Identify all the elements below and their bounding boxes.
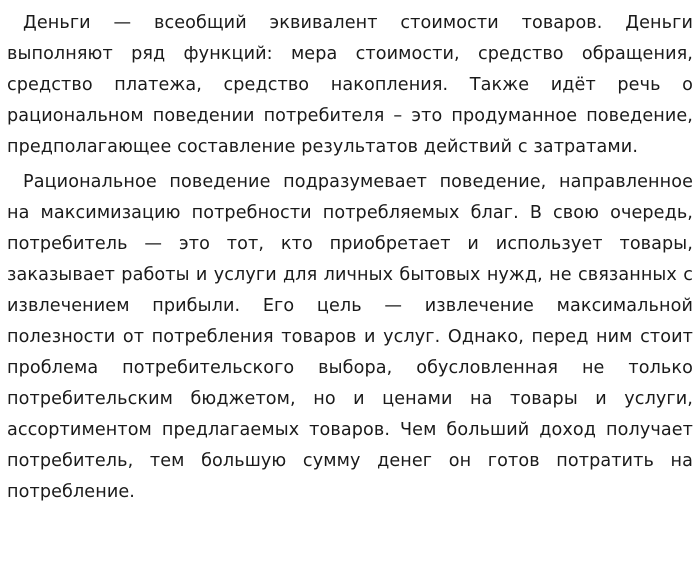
document-body xyxy=(7,8,693,508)
paragraph-money-functions: Деньги — всеобщий эквивалент стоимости товаров. Деньги выполняют ряд функций: мера стоимости, средство обращения, средство платежа, средство накопления. Также идёт речь о рациональном поведении потребителя – это продуманное поведение, предполагающее составление результатов действий с затратами. xyxy=(7,13,693,157)
paragraph-rational-behavior: Рациональное поведение подразумевает поведение, направленное на максимизацию потребности потребляемых благ. В свою очередь, потребитель — это тот, кто приобретает и использует товары, заказывает работы и услуги для личных бытовых нужд, не связанных с извлечением прибыли. Его цель — извлечение максимальной полезности от потребления товаров и услуг. Однако, перед ним стоит проблема потребительского выбора, обусловленная не только потребительским бюджетом, но и ценами на товары и услуги, ассортиментом предлагаемых товаров. Чем больший доход получает потребитель, тем большую сумму денег он готов потратить на потребление. xyxy=(7,172,693,502)
